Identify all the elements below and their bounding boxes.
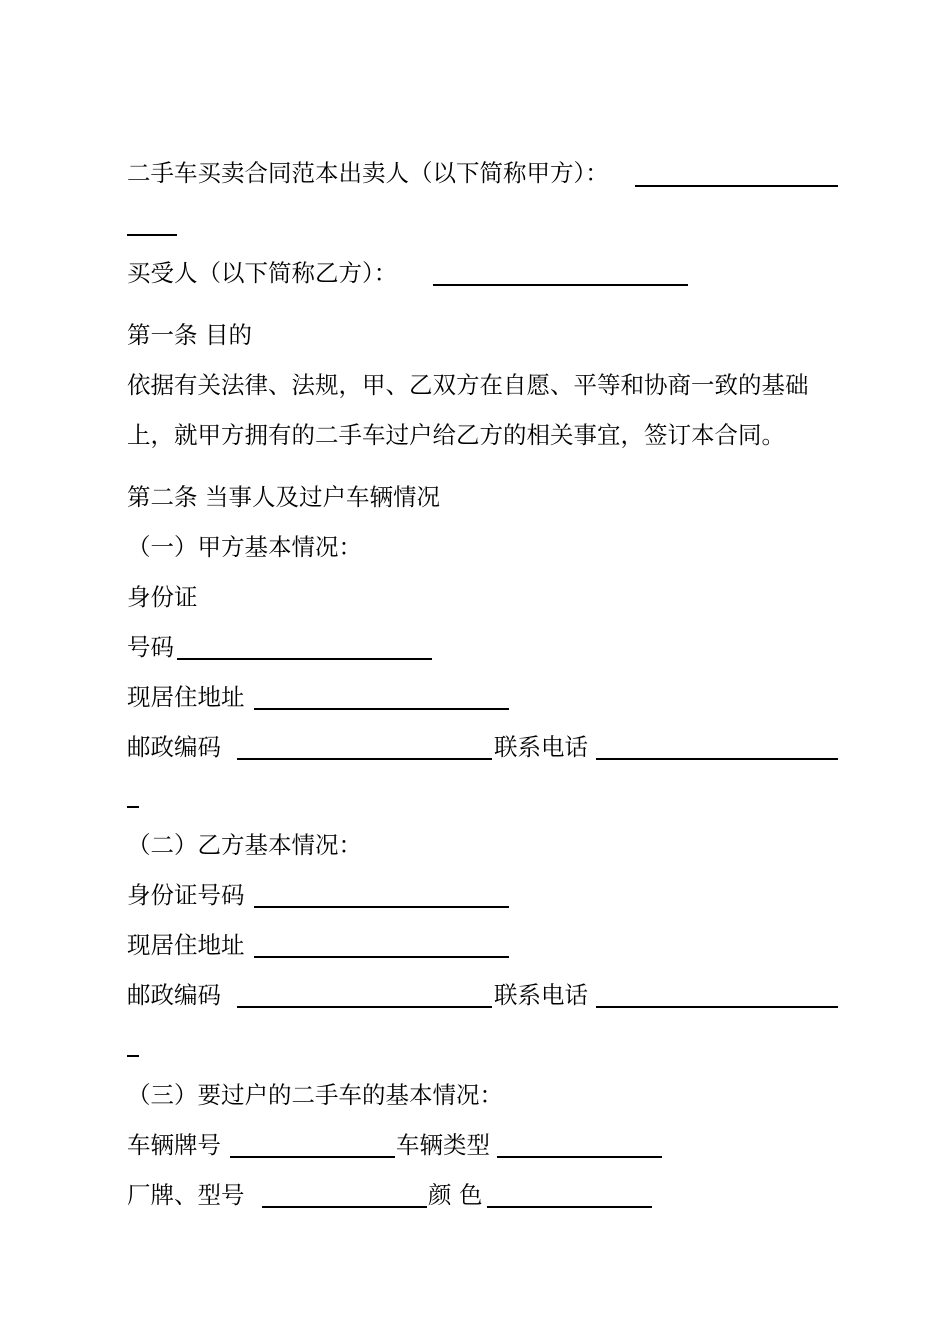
party-a-address-label: 现居住地址 — [127, 683, 245, 711]
article-2-heading: 第二条 当事人及过户车辆情况 — [127, 483, 440, 511]
article-1-heading: 第一条 目的 — [127, 321, 252, 349]
brand-model-field[interactable] — [262, 1206, 427, 1208]
vehicle-type-label: 车辆类型 — [396, 1131, 490, 1159]
party-b-id-field[interactable] — [254, 906, 509, 908]
plate-number-field[interactable] — [230, 1156, 395, 1158]
color-field[interactable] — [487, 1206, 652, 1208]
vehicle-type-field[interactable] — [497, 1156, 662, 1158]
party-b-address-field[interactable] — [254, 956, 509, 958]
seller-label: 二手车买卖合同范本出卖人（以下简称甲方）： — [127, 159, 609, 187]
party-a-address-field[interactable] — [254, 708, 509, 710]
party-a-phone-label: 联系电话 — [494, 733, 588, 761]
plate-number-label: 车辆牌号 — [127, 1131, 221, 1159]
party-b-postcode-field[interactable] — [237, 1006, 492, 1008]
vehicle-heading: （三）要过户的二手车的基本情况： — [127, 1081, 503, 1109]
party-a-heading: （一）甲方基本情况： — [127, 533, 362, 561]
party-a-id-label-line-1: 身份证 — [127, 583, 198, 611]
brand-model-label: 厂牌、型号 — [127, 1181, 245, 1209]
party-a-phone-field[interactable] — [596, 758, 838, 760]
buyer-name-field[interactable] — [433, 284, 688, 286]
party-b-phone-field[interactable] — [596, 1006, 838, 1008]
party-b-postcode-label: 邮政编码 — [127, 981, 221, 1009]
party-b-heading: （二）乙方基本情况： — [127, 831, 362, 859]
party-b-phone-field-continuation[interactable] — [127, 1055, 139, 1057]
party-b-phone-label: 联系电话 — [494, 981, 588, 1009]
party-a-postcode-field[interactable] — [237, 758, 492, 760]
article-1-body-line-2: 上，就甲方拥有的二手车过户给乙方的相关事宜，签订本合同。 — [127, 421, 785, 449]
party-b-id-label: 身份证号码 — [127, 881, 245, 909]
party-a-postcode-label: 邮政编码 — [127, 733, 221, 761]
color-label: 颜 色 — [428, 1181, 483, 1209]
party-a-id-field[interactable] — [177, 658, 432, 660]
buyer-label: 买受人（以下简称乙方）： — [127, 259, 398, 287]
seller-name-field-continuation[interactable] — [127, 234, 177, 236]
article-1-body-line-1: 依据有关法律、法规，甲、乙双方在自愿、平等和协商一致的基础 — [127, 371, 809, 399]
party-b-address-label: 现居住地址 — [127, 931, 245, 959]
seller-name-field[interactable] — [635, 185, 838, 187]
party-a-phone-field-continuation[interactable] — [127, 806, 139, 808]
party-a-id-label-line-2: 号码 — [127, 633, 174, 661]
